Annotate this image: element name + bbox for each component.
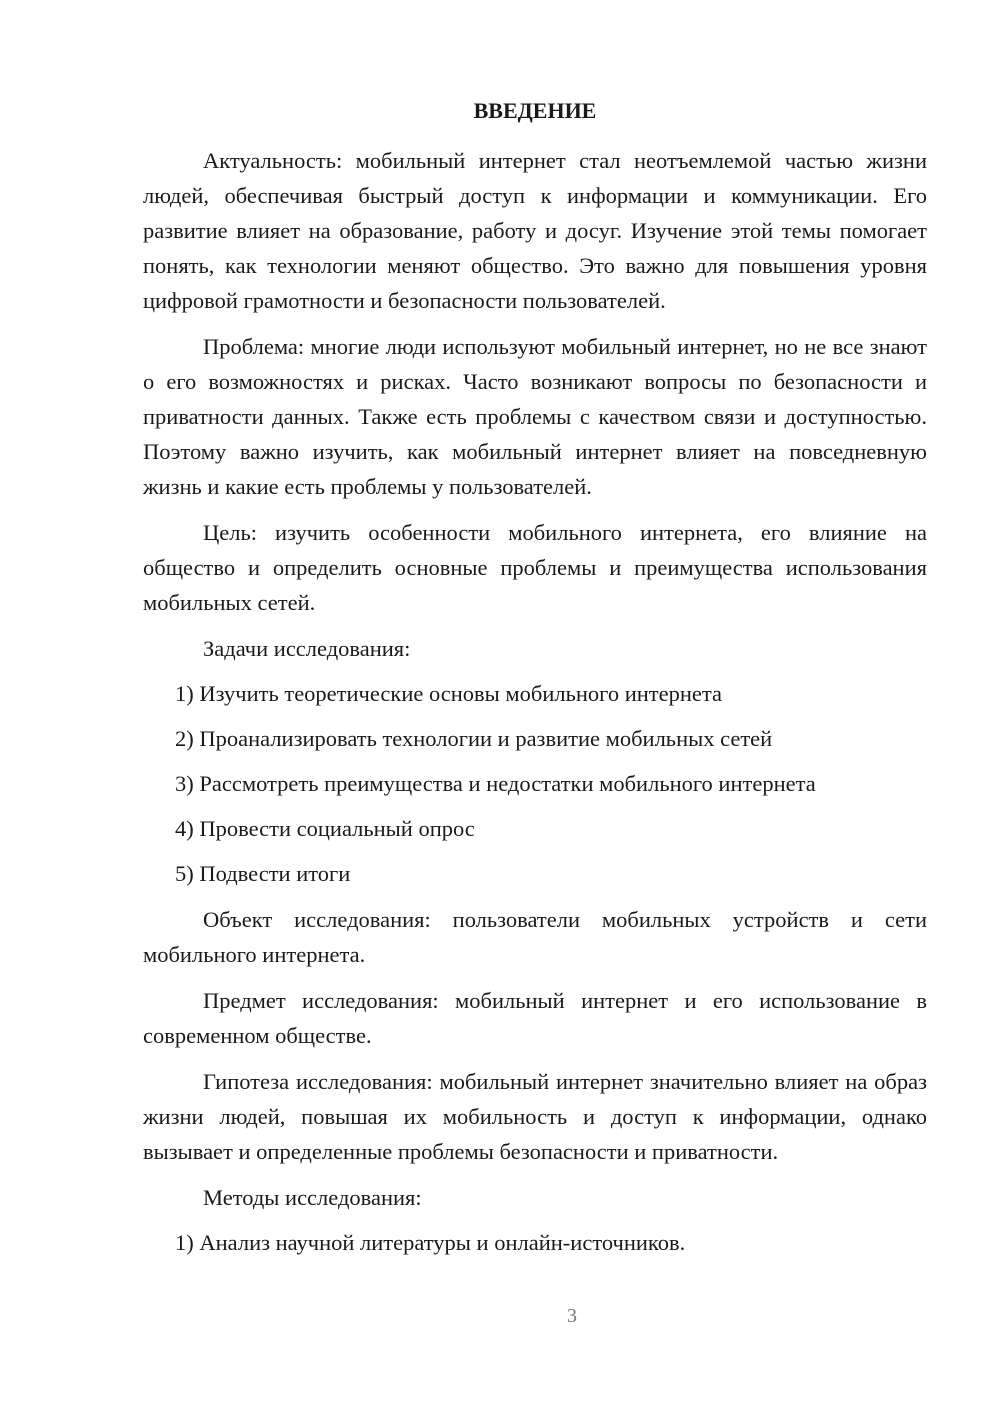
task-item: 4) Провести социальный опрос (175, 816, 475, 841)
goal-paragraph: Цель: изучить особенности мобильного интернета, его влияние на общество и определить основные проблемы и преимущества использования мобильных сетей. (143, 520, 927, 615)
page-number: 3 (567, 1305, 577, 1327)
relevance-paragraph: Актуальность: мобильный интернет стал неотъемлемой частью жизни людей, обеспечивая быстрый доступ к информации и коммуникации. Его развитие влияет на образование, работу и досуг. Изучение этой темы помогает понять, как технологии меняют общество. Это важно для повышения уровня цифровой грамотности и безопасности пользователей. (143, 148, 927, 313)
tasks-heading: Задачи исследования: (203, 636, 411, 661)
task-item: 3) Рассмотреть преимущества и недостатки мобильного интернета (175, 771, 816, 796)
task-item: 5) Подвести итоги (175, 861, 351, 886)
object-paragraph: Объект исследования: пользователи мобильных устройств и сети мобильного интернета. (143, 907, 927, 967)
hypothesis-paragraph: Гипотеза исследования: мобильный интернет значительно влияет на образ жизни людей, повышая их мобильность и доступ к информации, однако вызывает и определенные проблемы безопасности и приватности. (143, 1069, 927, 1164)
page-title: ВВЕДЕНИЕ (473, 98, 597, 123)
task-item: 2) Проанализировать технологии и развитие мобильных сетей (175, 726, 773, 751)
document-page (143, 93, 927, 1260)
problem-paragraph: Проблема: многие люди используют мобильный интернет, но не все знают о его возможностях и рисках. Часто возникают вопросы по безопасности и приватности данных. Также есть проблемы с качеством связи и доступностью. Поэтому важно изучить, как мобильный интернет влияет на повседневную жизнь и какие есть проблемы у пользователей. (143, 334, 927, 499)
subject-paragraph: Предмет исследования: мобильный интернет и его использование в современном обществе. (143, 988, 927, 1048)
methods-heading: Методы исследования: (203, 1185, 422, 1210)
method-item: 1) Анализ научной литературы и онлайн-источников. (175, 1230, 686, 1255)
task-item: 1) Изучить теоретические основы мобильного интернета (175, 681, 722, 706)
